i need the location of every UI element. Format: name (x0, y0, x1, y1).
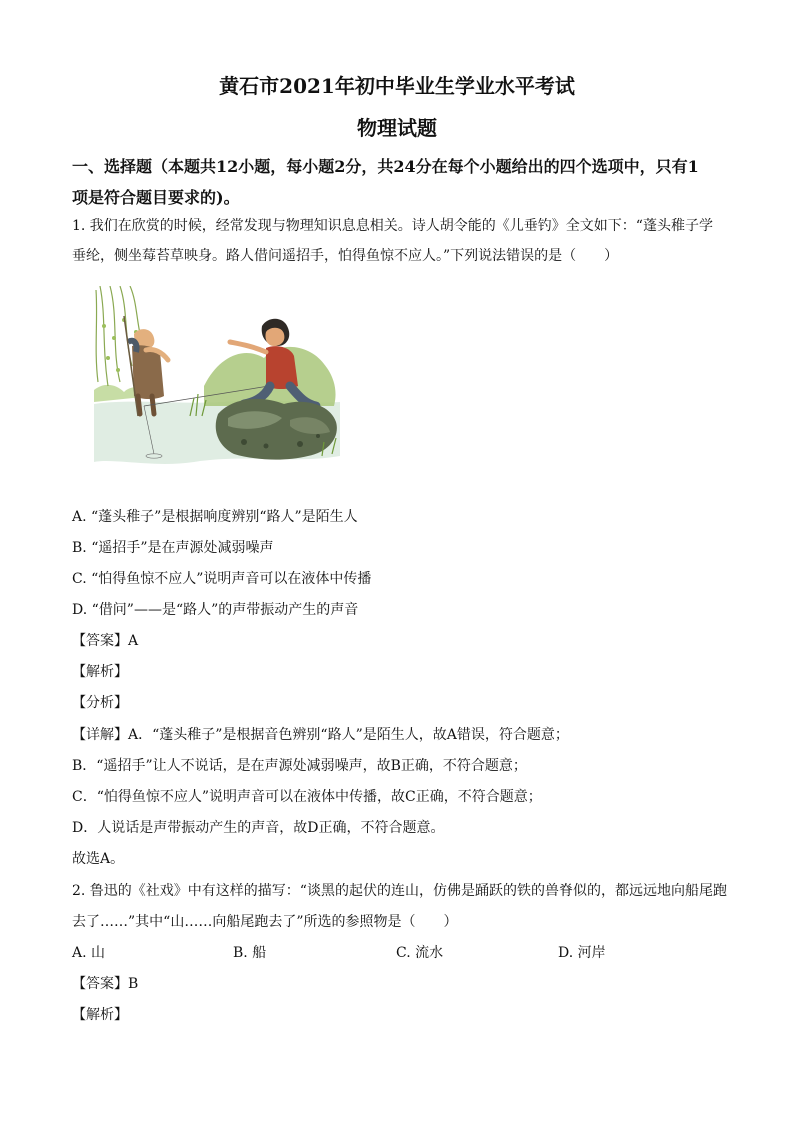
exam-title: 黄石市2021年初中毕业生学业水平考试 (219, 74, 575, 98)
q2-jiexi-label: 【解析】 (72, 1007, 128, 1023)
q2-option-d: D. 河岸 (558, 945, 606, 961)
q1-option-d: D. “借问”——是“路人”的声带振动产生的声音 (72, 602, 359, 618)
q1-answer: 【答案】A (72, 633, 139, 649)
q2-stem-line1: 2. 鲁迅的《社戏》中有这样的描写：“谈黑的起伏的连山，仿佛是踊跃的铁的兽脊似的，都远远地向船尾跑 (72, 883, 727, 899)
q1-detail-a: 【详解】A．“蓬头稚子”是根据音色辨别“路人”是陌生人，故A错误，符合题意； (72, 727, 569, 743)
q2-option-b: B. 船 (233, 945, 267, 961)
q1-detail-c: C．“怕得鱼惊不应人”说明声音可以在液体中传播，故C正确，不符合题意； (72, 789, 542, 805)
q1-option-b: B. “遥招手”是在声源处减弱噪声 (72, 540, 274, 556)
q1-detail-d: D．人说话是声带振动产生的声音，故D正确，不符合题意。 (72, 820, 445, 836)
q2-option-a: A. 山 (72, 945, 106, 961)
q1-stem-line1: 1. 我们在欣赏的时候，经常发现与物理知识息息相关。诗人胡令能的《儿垂钓》全文如下：“蓬头稚子学 (72, 218, 713, 234)
q1-conclusion: 故选A。 (72, 851, 125, 867)
exam-subtitle: 物理试题 (357, 116, 437, 140)
q1-option-a: A. “蓬头稚子”是根据响度辨别“路人”是陌生人 (72, 509, 358, 525)
q1-jiexi-label: 【解析】 (72, 664, 128, 680)
q2-answer: 【答案】B (72, 976, 139, 992)
q2-stem-line2: 去了……”其中“山……向船尾跑去了”所选的参照物是（ ） (72, 914, 458, 930)
section-heading-line1: 一、选择题（本题共12小题，每小题2分，共24分在每个小题给出的四个选项中，只有1 (72, 157, 699, 176)
q1-option-c: C. “怕得鱼惊不应人”说明声音可以在液体中传播 (72, 571, 372, 587)
section-heading-line2: 项是符合题目要求的)。 (72, 188, 240, 207)
fishing-illustration (94, 286, 340, 484)
q1-stem-line2: 垂纶，侧坐莓苔草映身。路人借问遥招手，怕得鱼惊不应人。”下列说法错误的是（ ） (72, 248, 619, 264)
q1-fenxi-label: 【分析】 (72, 695, 128, 711)
q1-detail-b: B．“遥招手”让人不说话，是在声源处减弱噪声，故B正确，不符合题意； (72, 758, 527, 774)
q2-option-c: C. 流水 (396, 945, 444, 961)
